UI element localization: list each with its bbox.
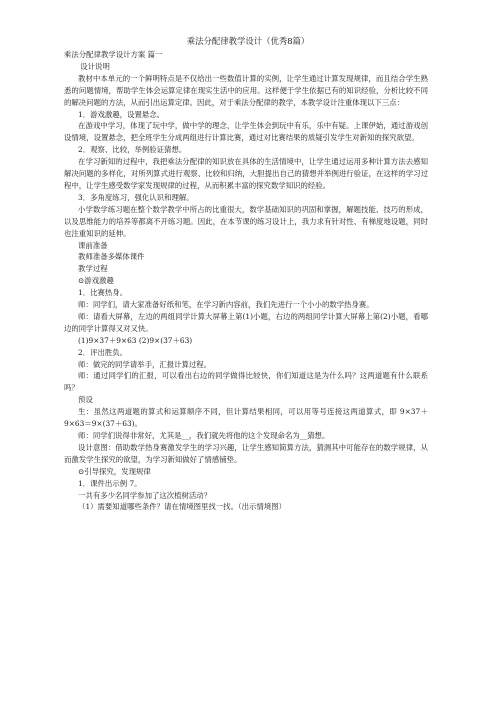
paragraph: 乘法分配律教学设计方案 篇一 [64, 50, 163, 59]
paragraph: 师：同学们，请大家准备好纸和笔，在学习新内容前，我们先进行一个小小的数学热身赛。 [78, 300, 374, 310]
paragraph: 教学过程 [78, 264, 108, 274]
paragraph: 一共有多少名同学参加了这次植树活动？ [78, 490, 212, 500]
document-title: 乘法分配律教学设计（优秀8篇） [186, 36, 310, 46]
paragraph: 师：通过同学们的汇报，可以看出右边的同学做得比较快，你们知道这是为什么吗？这两道题有什么联系吗？ [64, 371, 428, 393]
paragraph: 2．评出胜负。 [78, 347, 128, 357]
paragraph: 3．多角度练习，强化认识和理解。 [78, 192, 194, 202]
paragraph: 教材中本单元的一个鲜明特点是不仅给出一些数值计算的实例，让学生通过计算发现规律，而且结合学生熟悉的问题情境，帮助学生体会运算定律在现实生活中的应用。这样便于学生依据已有的知识经验，分析比较不同的解决问题的方法，从而引出运算定律。因此，对于乘法分配律的教学，本教学设计注重体现以下三点： [64, 73, 428, 107]
paragraph: 设计意图：借助数学热身赛激发学生的学习兴趣，让学生感知简算方法，猜测其中可能存在的数学规律，从而激发学生探究的欲望，为学习新知做好了情感铺垫。 [64, 442, 428, 464]
paragraph: (1)9×37＋9×63 (2)9×(37＋63) [78, 335, 193, 345]
paragraph: 1．课件出示例 7。 [78, 478, 142, 488]
paragraph: 师：请看大屏幕，左边的两组同学计算大屏幕上第(1)小题，右边的两组同学计算大屏幕上第(2)小题，看哪边的同学计算得又对又快。 [64, 311, 428, 333]
paragraph: 在游戏中学习，体现了玩中学，做中学的理念，让学生体会到玩中有乐，乐中有疑。上课伊始，通过游戏创设情境，设置悬念，把全班学生分成两组进行计算比赛，通过对比赛结果的质疑引发学生对新知的探究欲望。 [64, 121, 428, 143]
paragraph: 设计说明 [80, 61, 110, 71]
paragraph: （1）需要知道哪些条件？请在情境图里找一找。（出示情境图） [78, 502, 286, 512]
paragraph: 1．比赛热身。 [78, 288, 128, 298]
paragraph: 在学习新知的过程中，我把乘法分配律的知识放在具体的生活情境中，让学生通过运用多种计算方法去感知解决问题的多样化，对所列算式进行观察、比较和归纳，大胆提出自己的猜想并举例进行验证，在这样的学习过程中，让学生感受数学家发现规律的过程，从而积累丰富的探究数学知识的经验。 [64, 157, 428, 190]
paragraph: 课前准备 [78, 240, 108, 250]
paragraph: 1．游戏激趣，设置悬念。 [78, 109, 165, 119]
paragraph: 2．观察、比较，举例验证猜想。 [78, 145, 187, 155]
paragraph: 预设 [78, 395, 93, 405]
paragraph: 生：虽然这两道题的算式和运算顺序不同，但计算结果相同，可以用等号连接这两道算式，即 9×37＋9×63＝9×(37＋63)。 [64, 407, 428, 429]
paragraph: 教师准备多媒体课件 [78, 252, 145, 262]
document-body [64, 49, 428, 513]
paragraph: ⊙引导探究，发现规律 [78, 466, 151, 476]
paragraph: 师：同学们说得非常好，尤其是__，我们就先将他的这个发现命名为__猜想。 [78, 431, 330, 440]
paragraph: 师：做完的同学请举手，汇报计算过程。 [78, 359, 212, 369]
paragraph: 小学数学练习题在整个数学教学中所占的比重很大，数学基础知识的巩固和掌握，解题技能、技巧的形成，以及思维能力的培养等都离不开练习题。因此，在本节课的练习设计上，我力求有针对性、有梯度地设题，同时也注重知识的延伸。 [64, 204, 428, 238]
paragraph: ⊙游戏激趣 [78, 276, 114, 286]
